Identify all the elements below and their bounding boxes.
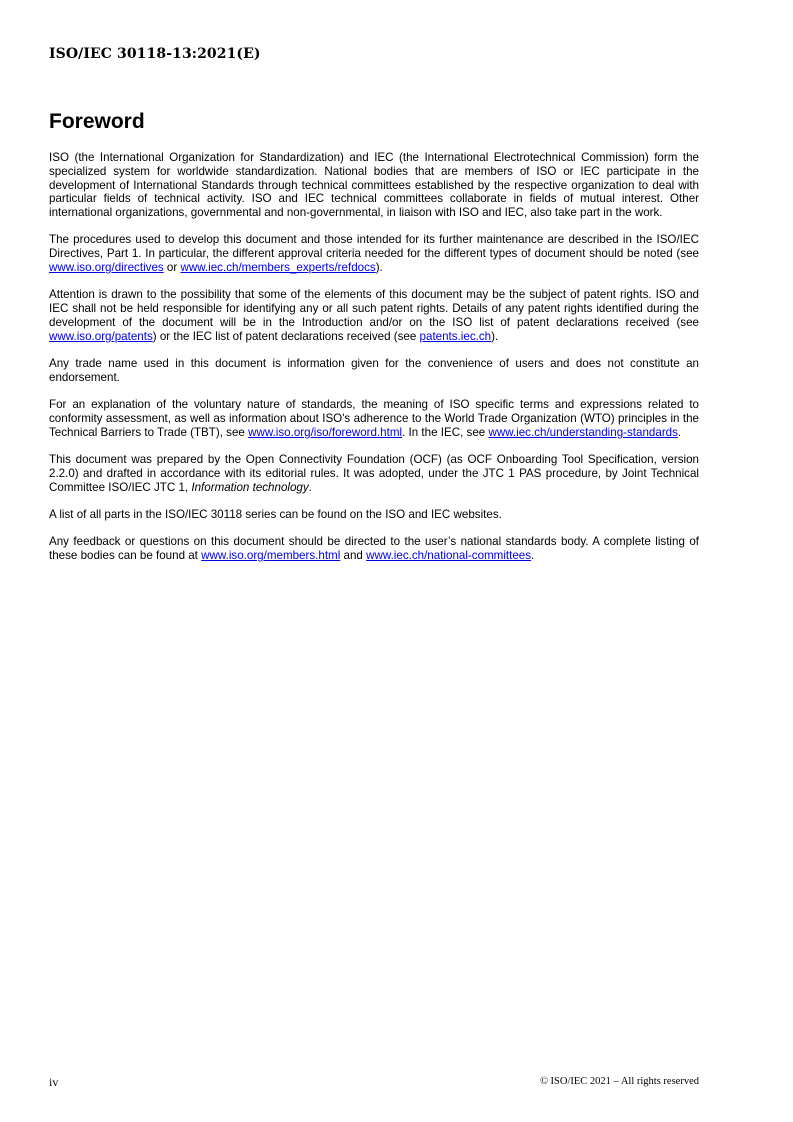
- paragraph-text: .: [531, 549, 535, 563]
- paragraph-text: or: [163, 261, 181, 275]
- paragraph-preparation: [49, 453, 699, 494]
- paragraph-trade-names: Any trade name used in this document is information given for the convenience of users and does not constitute an endorsement.: [49, 357, 699, 384]
- paragraph-text: This document was prepared by the Open Connectivity Foundation (OCF) (as OCF Onboarding Tool Specification, version 2.2.0) and drafted in accordance with its editorial rules. It was adopted, under the JTC 1 PAS procedure, by Joint Technical Committee ISO/IEC JTC 1,: [49, 453, 699, 494]
- link-iso-patents[interactable]: www.iso.org/patents: [49, 329, 153, 343]
- link-iec-national-committees[interactable]: www.iec.ch/national-committees: [366, 549, 532, 563]
- paragraph-text: and: [340, 549, 367, 563]
- paragraph-text: For an explanation of the voluntary nature of standards, the meaning of ISO specific terms and expressions related to conformity assessment, as well as information about ISO's adherence to the World Trade Organization (WTO) principles in the Technical Barriers to Trade (TBT), see: [49, 398, 699, 439]
- paragraph-organizations: ISO (the International Organization for Standardization) and IEC (the International Electrotechnical Commission) form the specialized system for worldwide standardization. National bodies that are members of ISO or IEC participate in the development of International Standards through technical committees established by the respective organization to deal with particular fields of technical activity. ISO and IEC technical committees collaborate in fields of mutual interest. Other international organizations, governmental and non-governmental, in liaison with ISO and IEC, also take part in the work.: [49, 151, 699, 220]
- paragraph-text: . In the IEC, see: [402, 425, 489, 439]
- paragraph-procedures: [49, 233, 699, 274]
- paragraph-text: ) or the IEC list of patent declarations received (see: [152, 329, 420, 343]
- foreword-body: [49, 151, 699, 576]
- link-iec-refdocs[interactable]: www.iec.ch/members_experts/refdocs: [180, 261, 376, 275]
- link-iso-members[interactable]: www.iso.org/members.html: [201, 549, 341, 563]
- paragraph-text: The procedures used to develop this document and those intended for its further maintenance are described in the ISO/IEC Directives, Part 1. In particular, the different approval criteria needed for the different types of document should be noted (see: [49, 233, 699, 261]
- paragraph-text: .: [308, 480, 312, 494]
- link-iec-understanding-standards[interactable]: www.iec.ch/understanding-standards: [488, 425, 678, 439]
- committee-title: Information technology: [191, 480, 309, 494]
- paragraph-text: Attention is drawn to the possibility that some of the elements of this document may be the subject of patent rights. ISO and IEC shall not be held responsible for identifying any or all such patent rights. Details of any patent rights identified during the development of the document will be in the Introduction and/or on the ISO list of patent declarations received (see: [49, 288, 699, 329]
- paragraph-patents: [49, 288, 699, 343]
- paragraph-voluntary-nature: [49, 398, 699, 439]
- link-iec-patents[interactable]: patents.iec.ch: [419, 329, 492, 343]
- paragraph-text: Any feedback or questions on this document should be directed to the user’s national standards body. A complete listing of these bodies can be found at: [49, 535, 699, 563]
- paragraph-feedback: [49, 535, 699, 563]
- paragraph-text: ).: [375, 261, 383, 275]
- paragraph-text: .: [677, 425, 682, 439]
- page-header-doc-id: ISO/IEC 30118-13:2021(E): [49, 46, 261, 62]
- copyright-notice: © ISO/IEC 2021 – All rights reserved: [539, 1076, 699, 1087]
- paragraph-text: ).: [491, 329, 499, 343]
- page-title: Foreword: [49, 110, 145, 133]
- link-iso-foreword[interactable]: www.iso.org/iso/foreword.html: [248, 425, 403, 439]
- link-iso-directives[interactable]: www.iso.org/directives: [49, 261, 164, 275]
- paragraph-series-list: A list of all parts in the ISO/IEC 30118 series can be found on the ISO and IEC websites.: [49, 507, 502, 521]
- page-number: iv: [49, 1075, 59, 1089]
